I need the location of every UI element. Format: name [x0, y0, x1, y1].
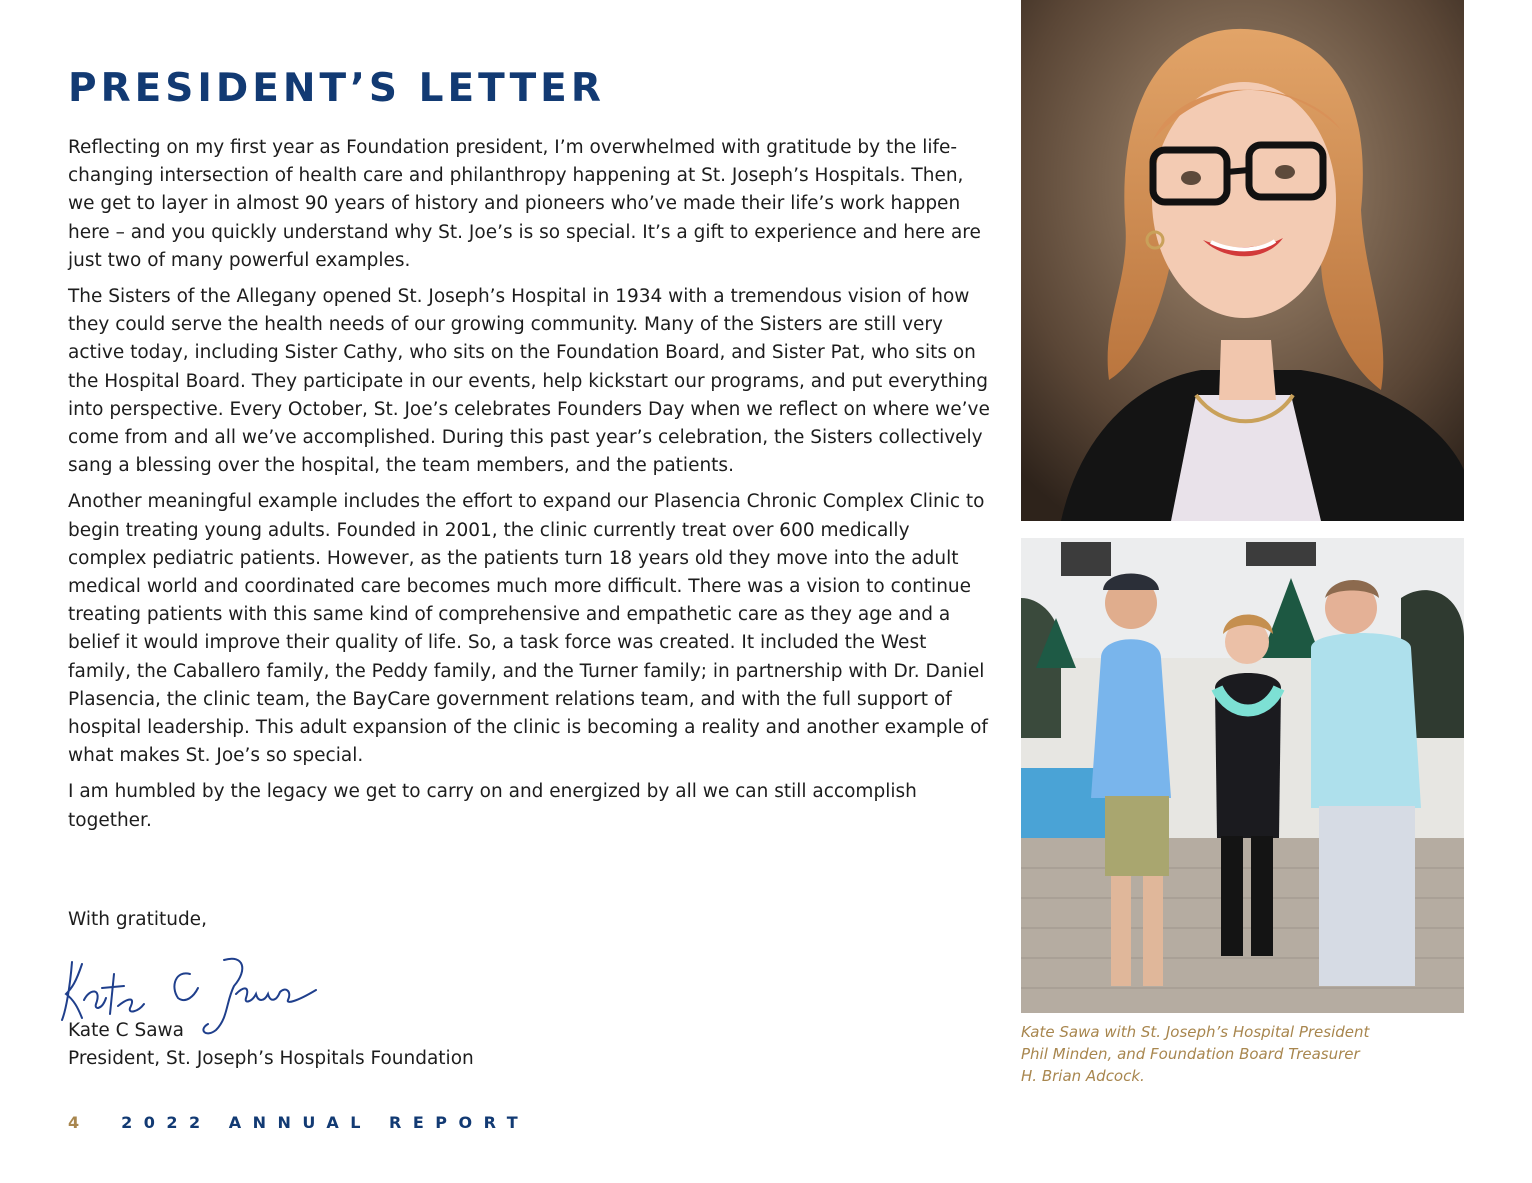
letter-paragraph: The Sisters of the Allegany opened St. Joseph’s Hospital in 1934 with a tremendous vision of how they could serve the health needs of our growing community. Many of the Sisters are still very active today, including Sister Cathy, who sits on the Foundation Board, and Sister Pat, who sits on the Hospital Board. They participate in our events, help kickstart our programs, and put everything into perspective. Every October, St. Joe’s celebrates Founders Day when we reflect on where we’ve come from and all we’ve accomplished. During this past year’s celebration, the Sisters collectively sang a blessing over the hospital, the team members, and the patients. [68, 286, 990, 477]
group-photo [1021, 538, 1464, 1013]
portrait-photo [1021, 0, 1464, 521]
letter-paragraph: I am humbled by the legacy we get to carry on and energized by all we can still accomplish together. [68, 781, 917, 831]
caption-line: Kate Sawa with St. Joseph’s Hospital President [1021, 1023, 1370, 1041]
report-name: 2022 ANNUAL REPORT [121, 1113, 530, 1132]
signatory-name: Kate C Sawa [68, 1020, 185, 1041]
signatory-title: President, St. Joseph’s Hospitals Foundation [68, 1048, 474, 1069]
letter-paragraph: Reflecting on my first year as Foundation president, I’m overwhelmed with gratitude by the life-changing intersection of health care and philanthropy happening at St. Joseph’s Hospitals. Then, we get to layer in almost 90 years of history and pioneers who’ve made their life’s work happen here – and you quickly understand why St. Joe’s is so special. It’s a gift to experience and here are just two of many powerful examples. [68, 137, 981, 271]
page-number: 4 [68, 1113, 80, 1132]
letter-closing: With gratitude, [68, 909, 207, 930]
letter-paragraph: Another meaningful example includes the effort to expand our Plasencia Chronic Complex Clinic to begin treating young adults. Founded in 2001, the clinic currently treat over 600 medically complex pediatric patients. However, as the patients turn 18 years old they move into the adult medical world and coordinated care becomes much more difficult. There was a vision to continue treating patients with this same kind of comprehensive and empathetic care as they age and a belief it would improve their quality of life. So, a task force was created. It included the West family, the Caballero family, the Peddy family, and the Turner family; in partnership with Dr. Daniel Plasencia, the clinic team, the BayCare government relations team, and with the full support of hospital leadership. This adult expansion of the clinic is becoming a reality and another example of what makes St. Joe’s so special. [68, 491, 988, 767]
photo-caption [1021, 1021, 1461, 1087]
page-title: PRESIDENT’S LETTER [68, 66, 605, 111]
caption-line: H. Brian Adcock. [1021, 1067, 1145, 1085]
letter-body [68, 134, 990, 843]
page-footer [68, 1113, 529, 1132]
caption-line: Phil Minden, and Foundation Board Treasurer [1021, 1045, 1360, 1063]
